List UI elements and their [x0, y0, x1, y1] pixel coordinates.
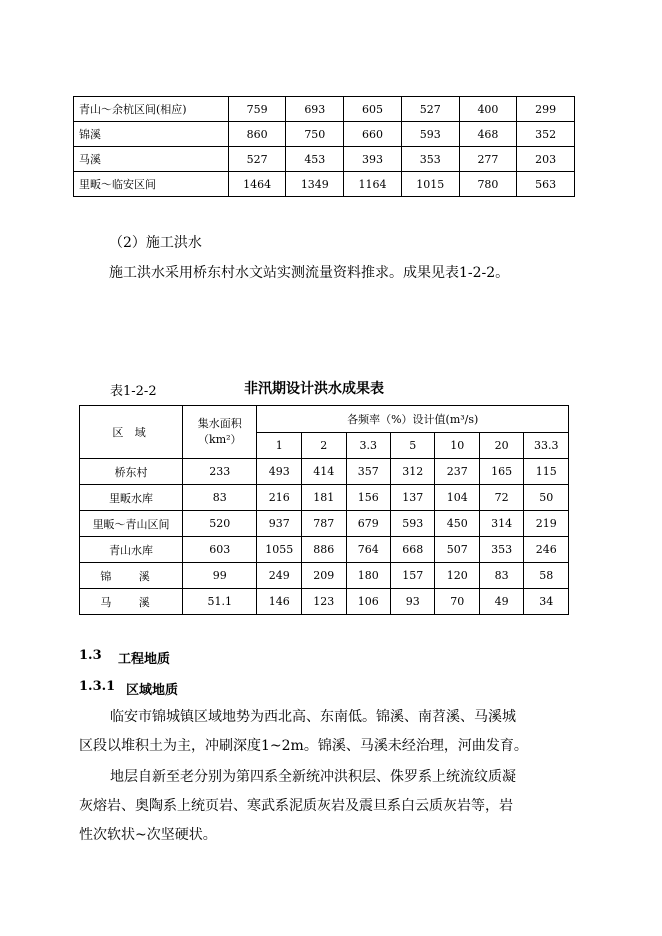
freq-cell: 2 — [302, 433, 346, 459]
cell: 277 — [459, 147, 517, 172]
region-cell: 里畈水库 — [80, 485, 183, 511]
cell: 146 — [257, 589, 302, 615]
header-catchment-area — [183, 406, 257, 459]
freq-cell: 10 — [435, 433, 479, 459]
cell: 312 — [391, 459, 435, 485]
freq-cell: 33.3 — [524, 433, 569, 459]
header-area-line2: （km²） — [198, 433, 242, 446]
cell: 400 — [459, 97, 517, 122]
region-cell: 马 溪 — [80, 589, 183, 615]
construction-flood-paragraph: 施工洪水采用桥东村水文站实测流量资料推求。成果见表1-2-2。 — [109, 265, 510, 281]
cell: 668 — [391, 537, 435, 563]
table-row — [80, 537, 569, 563]
table-row — [80, 563, 569, 589]
area-cell: 99 — [183, 563, 257, 589]
row-name: 青山～余杭区间(相应) — [74, 97, 229, 122]
section-number-1-3: 1.3 — [79, 648, 102, 663]
row-name: 马溪 — [74, 147, 229, 172]
row-name: 锦溪 — [74, 122, 229, 147]
cell: 563 — [517, 172, 575, 197]
cell: 237 — [435, 459, 479, 485]
freq-cell: 3.3 — [346, 433, 390, 459]
cell: 93 — [391, 589, 435, 615]
cell: 1349 — [286, 172, 344, 197]
cell: 493 — [257, 459, 302, 485]
cell: 1164 — [344, 172, 402, 197]
cell: 157 — [391, 563, 435, 589]
cell: 1055 — [257, 537, 302, 563]
cell: 660 — [344, 122, 402, 147]
paragraph-line: 地层自新至老分别为第四系全新统冲洪积层、侏罗系上统流纹质凝 — [110, 769, 516, 785]
cell: 937 — [257, 511, 302, 537]
area-cell: 233 — [183, 459, 257, 485]
cell: 123 — [302, 589, 346, 615]
cell: 314 — [479, 511, 523, 537]
section-number-1-3-1: 1.3.1 — [79, 679, 116, 694]
cell: 219 — [524, 511, 569, 537]
cell: 49 — [479, 589, 523, 615]
cell: 216 — [257, 485, 302, 511]
area-cell: 83 — [183, 485, 257, 511]
table-row — [74, 147, 575, 172]
cell: 137 — [391, 485, 435, 511]
cell: 70 — [435, 589, 479, 615]
cell: 165 — [479, 459, 523, 485]
section-heading-construction-flood: （2）施工洪水 — [109, 235, 202, 251]
section-title-engineering-geology: 工程地质 — [118, 652, 171, 667]
flood-table-continued — [73, 96, 575, 197]
cell: 203 — [517, 147, 575, 172]
cell: 50 — [524, 485, 569, 511]
region-cell: 桥东村 — [80, 459, 183, 485]
cell: 593 — [401, 122, 459, 147]
cell: 527 — [401, 97, 459, 122]
cell: 120 — [435, 563, 479, 589]
cell: 468 — [459, 122, 517, 147]
cell: 180 — [346, 563, 390, 589]
cell: 353 — [479, 537, 523, 563]
cell: 527 — [228, 147, 286, 172]
cell: 605 — [344, 97, 402, 122]
cell: 860 — [228, 122, 286, 147]
table-row — [74, 122, 575, 147]
table-row — [80, 589, 569, 615]
cell: 357 — [346, 459, 390, 485]
paragraph-line: 临安市锦城镇区域地势为西北高、东南低。锦溪、南苕溪、马溪城 — [110, 709, 516, 725]
cell: 886 — [302, 537, 346, 563]
cell: 246 — [524, 537, 569, 563]
cell: 104 — [435, 485, 479, 511]
header-region: 区 域 — [80, 406, 183, 459]
paragraph-line: 区段以堆积土为主，冲刷深度1~2m。锦溪、马溪未经治理，河曲发育。 — [79, 738, 528, 754]
freq-cell: 5 — [391, 433, 435, 459]
cell: 414 — [302, 459, 346, 485]
paragraph-line: 灰熔岩、奥陶系上统页岩、寒武系泥质灰岩及震旦系白云质灰岩等，岩 — [79, 798, 513, 814]
table-header-row — [80, 406, 569, 433]
cell: 764 — [346, 537, 390, 563]
region-cell: 锦 溪 — [80, 563, 183, 589]
cell: 353 — [401, 147, 459, 172]
cell: 106 — [346, 589, 390, 615]
area-cell: 603 — [183, 537, 257, 563]
table-title: 非汛期设计洪水成果表 — [244, 381, 384, 397]
cell: 593 — [391, 511, 435, 537]
cell: 83 — [479, 563, 523, 589]
cell: 1464 — [228, 172, 286, 197]
table-number: 表1-2-2 — [110, 384, 157, 399]
cell: 750 — [286, 122, 344, 147]
cell: 453 — [286, 147, 344, 172]
table-row — [80, 459, 569, 485]
region-cell: 青山水库 — [80, 537, 183, 563]
section-title-regional-geology: 区域地质 — [126, 683, 179, 698]
cell: 507 — [435, 537, 479, 563]
cell: 787 — [302, 511, 346, 537]
cell: 679 — [346, 511, 390, 537]
row-name: 里畈～临安区间 — [74, 172, 229, 197]
cell: 156 — [346, 485, 390, 511]
cell: 759 — [228, 97, 286, 122]
header-frequency: 各频率（%）设计值(m³/s) — [257, 406, 569, 433]
cell: 72 — [479, 485, 523, 511]
area-cell: 51.1 — [183, 589, 257, 615]
cell: 393 — [344, 147, 402, 172]
cell: 299 — [517, 97, 575, 122]
freq-cell: 1 — [257, 433, 302, 459]
cell: 181 — [302, 485, 346, 511]
cell: 352 — [517, 122, 575, 147]
table-row — [80, 511, 569, 537]
cell: 1015 — [401, 172, 459, 197]
cell: 450 — [435, 511, 479, 537]
cell: 693 — [286, 97, 344, 122]
freq-cell: 20 — [479, 433, 523, 459]
cell: 249 — [257, 563, 302, 589]
paragraph-line: 性次软状~次坚硬状。 — [79, 827, 217, 843]
area-cell: 520 — [183, 511, 257, 537]
table-row — [74, 172, 575, 197]
cell: 58 — [524, 563, 569, 589]
cell: 209 — [302, 563, 346, 589]
cell: 780 — [459, 172, 517, 197]
table-row — [80, 485, 569, 511]
header-area-line1: 集水面积 — [197, 417, 242, 430]
region-cell: 里畈～青山区间 — [80, 511, 183, 537]
non-flood-season-design-flood-table — [79, 405, 569, 615]
cell: 34 — [524, 589, 569, 615]
cell: 115 — [524, 459, 569, 485]
table-row — [74, 97, 575, 122]
